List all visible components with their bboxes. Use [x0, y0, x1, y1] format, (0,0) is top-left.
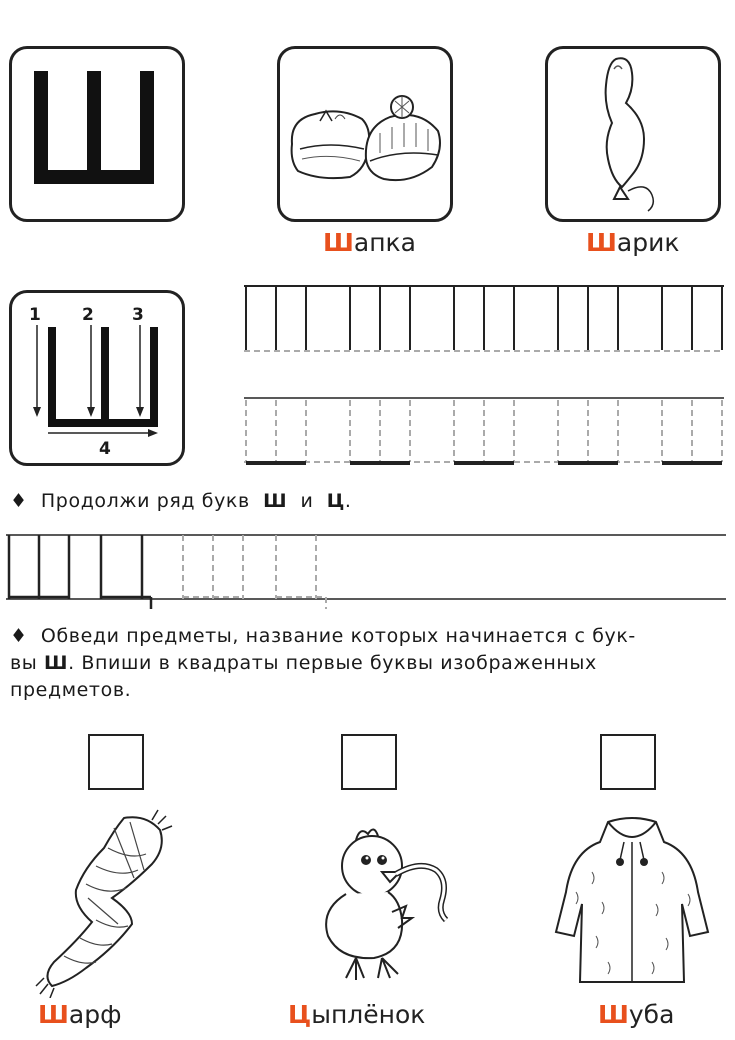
task2-line1-text: Обведи предметы, название которых начинается с бук- [40, 625, 636, 647]
hat-icon [280, 49, 450, 219]
caption-chick [288, 1000, 425, 1029]
tracing-strip-solid [244, 284, 724, 354]
balloon-icon [548, 49, 718, 219]
task1-text: Продолжи ряд букв [40, 490, 250, 512]
stroke-number-4: 4 [99, 439, 111, 459]
task1-end: . [344, 490, 352, 512]
coat-icon [552, 812, 712, 992]
stroke-number-2: 2 [82, 305, 94, 325]
picture-card-balloon [545, 46, 721, 222]
caption-coat-rest: уба [628, 1000, 675, 1029]
caption-hat-rest: апка [353, 228, 416, 257]
task2-line3 [10, 679, 131, 701]
caption-scarf-first-letter: Ш [38, 1000, 69, 1029]
answer-box-chick[interactable] [341, 734, 397, 790]
task2-bullet: ♦ [10, 625, 28, 647]
stroke-number-1: 1 [29, 305, 41, 325]
caption-scarf-rest: арф [68, 1000, 122, 1029]
tracing-strip-dashed [244, 396, 724, 468]
caption-scarf [38, 1000, 121, 1029]
caption-coat-first-letter: Ш [598, 1000, 629, 1029]
task2-line2-letter: Ш [44, 652, 69, 674]
caption-chick-first-letter: Ц [288, 1000, 312, 1029]
caption-balloon [586, 228, 679, 257]
task2-line2 [10, 652, 597, 674]
caption-balloon-first-letter: Ш [586, 228, 617, 257]
scarf-icon [34, 808, 174, 998]
task2-line2-pre: вы [10, 652, 38, 674]
caption-hat [323, 228, 416, 257]
letter-card [9, 46, 185, 222]
caption-hat-first-letter: Ш [323, 228, 354, 257]
task1-letter-b: Ц [326, 490, 345, 512]
task2-line2-post: . Впиши в квадраты первые буквы изображенных [68, 652, 597, 674]
answer-box-scarf[interactable] [88, 734, 144, 790]
letter-sha-glyph [12, 49, 182, 219]
task1-letter-a: Ш [263, 490, 288, 512]
answer-box-coat[interactable] [600, 734, 656, 790]
stroke-order-card [9, 290, 185, 466]
caption-chick-rest: ыплёнок [311, 1000, 426, 1029]
task1-bullet: ♦ [10, 490, 28, 512]
task1-letter-row [6, 533, 726, 613]
task2-line1 [10, 625, 636, 647]
stroke-number-3: 3 [132, 305, 144, 325]
picture-card-hat [277, 46, 453, 222]
caption-coat [598, 1000, 674, 1029]
task1-instruction [10, 490, 352, 512]
task1-and: и [300, 490, 314, 512]
task2-line3-text: предметов. [10, 679, 132, 701]
chick-icon [296, 820, 466, 990]
caption-balloon-rest: арик [616, 228, 680, 257]
